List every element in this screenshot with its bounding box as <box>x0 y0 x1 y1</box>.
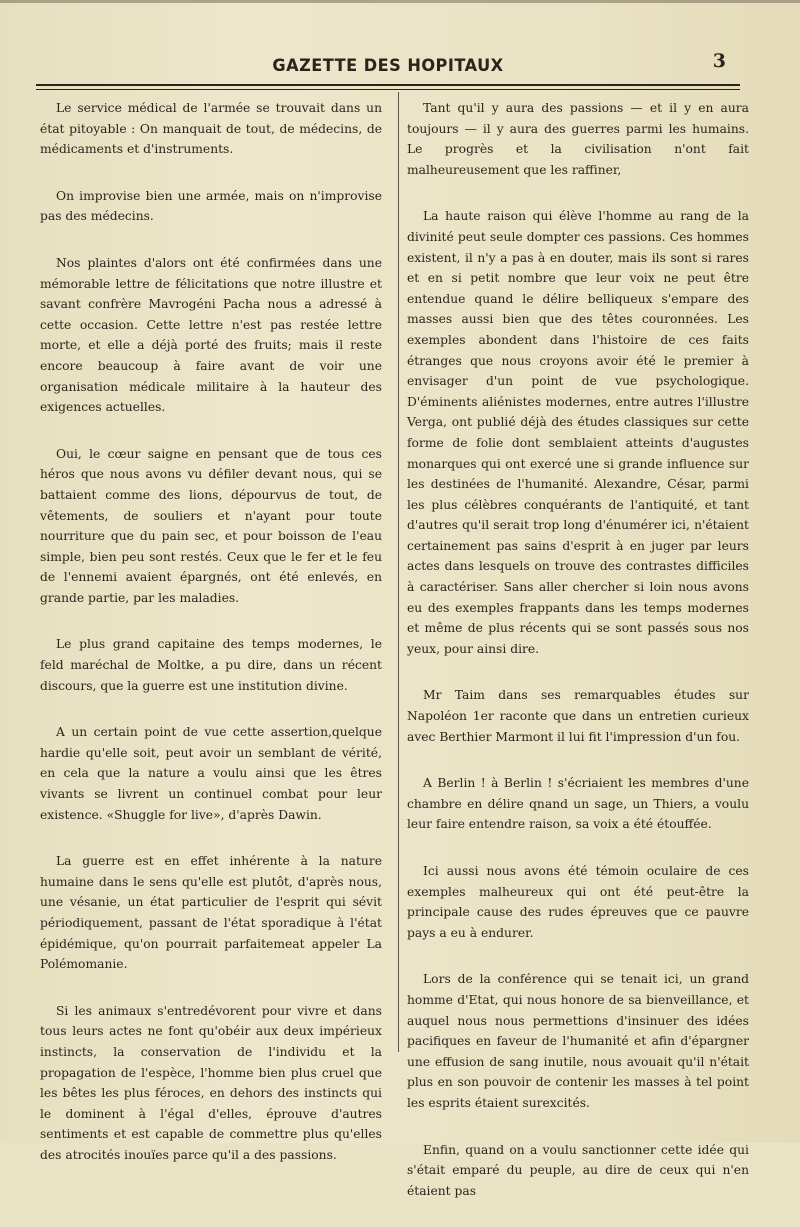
paragraph: Le service médical de l'armée se trouvait dans un état pitoyable : On manquait de tout, de médecins, de médicaments et d'instruments. <box>40 101 382 157</box>
header-rule-thin <box>36 89 740 90</box>
paragraph: A Berlin ! à Berlin ! s'écriaient les membres d'une chambre en délire qnand un sage, un Thiers, a voulu leur faire entendre raison, sa voix a été étouffée. <box>407 776 749 832</box>
paragraph: A un certain point de vue cette assertion,quelque hardie qu'elle soit, peut avoir un semblant de vérité, en cela que la nature a voulu ainsi que les êtres vivants se livrent un continuel combat pour leur existence. «Shuggle for live», d'après Dawin. <box>40 725 382 822</box>
left-column <box>40 98 382 1192</box>
page-number: 3 <box>712 50 726 72</box>
paragraph: Mr Taim dans ses remarquables études sur Napoléon 1er raconte que dans un entretien curieux avec Berthier Marmont il lui fit l'impression d'un fou. <box>407 688 749 744</box>
paragraph: Tant qu'il y aura des passions — et il y en aura toujours — il y aura des guerres parmi les humains. Le progrès et la civilisation n'ont fait malheureusement que les raffiner, <box>407 101 749 177</box>
paragraph: La haute raison qui élève l'homme au rang de la divinité peut seule dompter ces passions. Ces hommes existent, il n'y a pas à en douter, mais ils sont si rares et en si petit nombre que leur voix ne peut être entendue quand le délire belliqueux s'empare des masses aussi bien que des têtes couronnées. Les exemples abondent dans l'histoire de ces faits étranges que nous croyons avoir été le premier à envisager d'un point de vue psychologique. D'éminents aliénistes modernes, entre autres l'illustre Verga, ont publié déjà des études classiques sur cette forme de folie dont semblaient atteints d'augustes monarques qui ont exercé une si grande influence sur les destinées de l'humanité. Alexandre, César, parmi les plus célèbres conquérants de l'antiquité, et tant d'autres qu'il serait trop long d'énumérer ici, n'étaient certainement pas sains d'esprit à en juger par leurs actes dans lesquels on trouve des contrastes difficiles à caractériser. Sans aller chercher si loin nous avons eu des exemples frappants dans les temps modernes et même de plus récents qui se sont passés sous nos yeux, pour ainsi dire. <box>407 209 749 656</box>
paragraph: On improvise bien une armée, mais on n'improvise pas des médecins. <box>40 188 382 224</box>
paragraph: Si les animaux s'entredévorent pour vivre et dans tous leurs actes ne font qu'obéir aux deux impérieux instincts, la conservation de l'individu et la propagation de l'espèce, l'homme bien plus cruel que les bêtes les plus féroces, en dehors des instincts qui le dominent à l'égal d'elles, éprouve d'autres sentiments et est capable de commettre plus qu'elles des atrocités inouïes parce qu'il a des passions. <box>40 1003 382 1162</box>
paragraph: Le plus grand capitaine des temps modernes, le feld maréchal de Moltke, a pu dire, dans un récent discours, que la guerre est une institution divine. <box>40 637 382 693</box>
page-header <box>36 50 740 84</box>
paragraph: Ici aussi nous avons été témoin oculaire de ces exemples malheureux qui ont été peut-être la principale cause des rudes épreuves que ce pauvre pays a eu à endurer. <box>407 864 749 940</box>
right-column <box>407 98 749 1227</box>
paragraph: Nos plaintes d'alors ont été confirmées dans une mémorable lettre de félicitations que notre illustre et savant confrère Mavrogéni Pacha nous a adressé à cette occasion. Cette lettre n'est pas restée lettre morte, et elle a déjà porté des fruits; mais il reste encore beaucoup à faire avant de voir une organisation médicale militaire à la hauteur des exigences actuelles. <box>40 255 382 415</box>
paragraph: Enfin, quand on a voulu sanctionner cette idée qui s'était emparé du peuple, au dire de ceux qui n'en étaient pas <box>407 1142 749 1198</box>
paragraph: Oui, le cœur saigne en pensant que de tous ces héros que nous avons vu défiler devant nous, qui se battaient comme des lions, dépourvus de tout, de vêtements, de souliers et n'ayant pour toute nourriture que du pain sec, et pour boisson de l'eau simple, bien peu sont restés. Ceux que le fer et le feu de l'ennemi avaient épargnés, ont été enlevés, en grande partie, par les maladies. <box>40 446 382 605</box>
paragraph: La guerre est en effet inhérente à la nature humaine dans le sens qu'elle est plutôt, d'après nous, une vésanie, un état particulier de l'esprit qui sévit périodiquement, passant de l'état sporadique à l'état épidémique, qu'on pourrait parfaitemeat appeler La Polémomanie. <box>40 854 382 972</box>
column-divider <box>398 92 399 1052</box>
newspaper-title: GAZETTE DES HOPITAUX <box>272 56 504 76</box>
page-edge <box>0 0 800 3</box>
header-rule <box>36 84 740 86</box>
paragraph: Lors de la conférence qui se tenait ici, un grand homme d'Etat, qui nous honore de sa bienveillance, et auquel nous nous permettions d'insinuer des idées pacifiques en faveur de l'humanité et afin d'épargner une effusion de sang inutile, nous avouait qu'il n'était plus en son pouvoir de contenir les masses à tel point les esprits étaient surexcités. <box>407 972 749 1110</box>
